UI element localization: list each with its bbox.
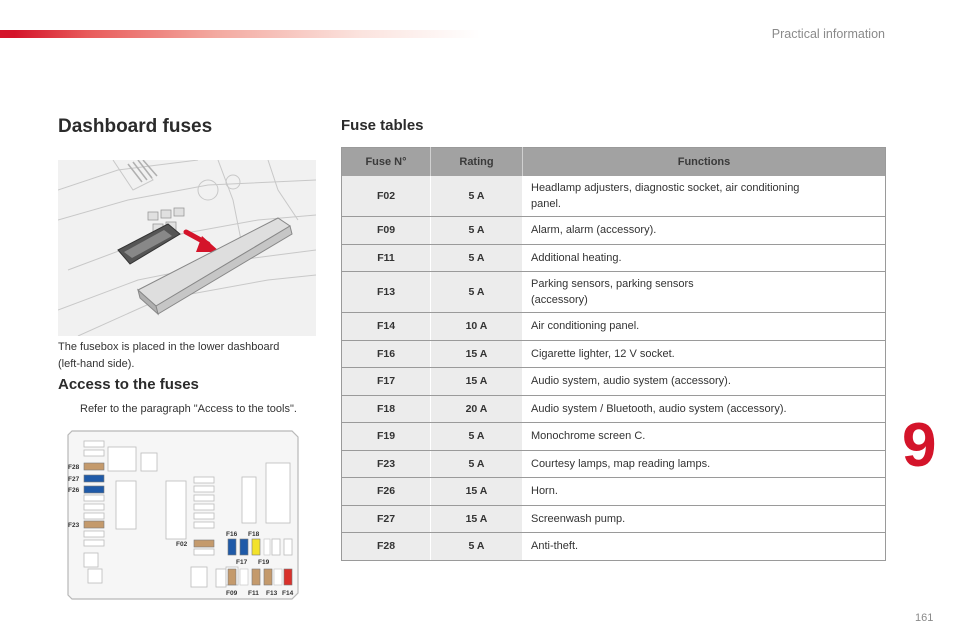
chapter-number: 9 <box>902 411 937 480</box>
fuse-rating: 5 A <box>431 244 523 272</box>
fuse-id: F23 <box>342 450 431 478</box>
fuse-id: F28 <box>342 533 431 561</box>
label-f19: F19 <box>258 559 270 566</box>
label-f14: F14 <box>282 590 294 597</box>
table-row <box>342 272 886 313</box>
fuse-rating: 5 A <box>431 450 523 478</box>
fuse-function <box>523 272 886 313</box>
fuse-id: F13 <box>342 272 431 313</box>
table-row <box>342 340 886 368</box>
fuse-id: F17 <box>342 368 431 396</box>
fusebox-layout-icon <box>66 429 306 601</box>
function-line-1: Parking sensors, parking sensors <box>531 278 694 290</box>
label-f26: F26 <box>68 487 80 494</box>
table-row <box>342 478 886 506</box>
fuse-rating: 5 A <box>431 176 523 217</box>
table-row <box>342 217 886 245</box>
header-fuse-number: Fuse N° <box>342 148 431 176</box>
label-f18: F18 <box>248 531 260 538</box>
header-rating: Rating <box>431 148 523 176</box>
fuse-rating: 5 A <box>431 217 523 245</box>
function-line-2: (accessory) <box>531 294 588 306</box>
label-f17: F17 <box>236 559 248 566</box>
fuse-function <box>523 176 886 217</box>
function-line-2: panel. <box>531 197 561 210</box>
header-functions: Functions <box>523 148 886 176</box>
fuse-id: F11 <box>342 244 431 272</box>
fuse-id: F09 <box>342 217 431 245</box>
fuse-rating: 15 A <box>431 368 523 396</box>
table-row <box>342 505 886 533</box>
table-row <box>342 423 886 451</box>
label-f28: F28 <box>68 464 80 471</box>
intro-line-2: (left-hand side). <box>58 358 135 370</box>
access-instruction <box>58 403 297 415</box>
table-row <box>342 176 886 217</box>
fuse-rating: 15 A <box>431 505 523 533</box>
fuse-function: Anti-theft. <box>523 533 886 561</box>
fuse-function: Monochrome screen C. <box>523 423 886 451</box>
label-f13: F13 <box>266 590 278 597</box>
section-label: Practical information <box>771 27 885 41</box>
fuse-id: F26 <box>342 478 431 506</box>
fuse-function: Cigarette lighter, 12 V socket. <box>523 340 886 368</box>
fuse-rating: 5 A <box>431 423 523 451</box>
label-f16: F16 <box>226 531 238 538</box>
fuse-rating: 20 A <box>431 395 523 423</box>
fuse-table <box>341 147 886 561</box>
fuse-function: Audio system, audio system (accessory). <box>523 368 886 396</box>
fuse-id: F27 <box>342 505 431 533</box>
fuse-tables-heading: Fuse tables <box>341 117 424 134</box>
table-row <box>342 313 886 341</box>
fuse-id: F02 <box>342 176 431 217</box>
label-f23: F23 <box>68 522 80 529</box>
fuse-function: Air conditioning panel. <box>523 313 886 341</box>
fuse-function: Audio system / Bluetooth, audio system (accessory). <box>523 395 886 423</box>
table-header-row <box>342 148 886 176</box>
function-line-1: Headlamp adjusters, diagnostic socket, air conditioning <box>531 181 800 194</box>
table-row <box>342 244 886 272</box>
table-row <box>342 368 886 396</box>
intro-line-1: The fusebox is placed in the lower dashboard <box>58 341 280 353</box>
fuse-function: Additional heating. <box>523 244 886 272</box>
fuse-rating: 5 A <box>431 272 523 313</box>
fuse-rating: 15 A <box>431 478 523 506</box>
label-f11: F11 <box>248 590 259 597</box>
fuse-function: Horn. <box>523 478 886 506</box>
fusebox-location-text <box>58 339 320 373</box>
fuse-id: F14 <box>342 313 431 341</box>
access-instruction-text: Refer to the paragraph "Access to the tools". <box>80 403 297 415</box>
dashboard-photo-icon <box>58 160 316 336</box>
fuse-function: Screenwash pump. <box>523 505 886 533</box>
header-color-bar <box>0 30 480 38</box>
fusebox-location-illustration <box>58 160 316 336</box>
label-f09: F09 <box>226 590 238 597</box>
table-row <box>342 395 886 423</box>
label-f02: F02 <box>176 541 188 548</box>
fuse-id: F18 <box>342 395 431 423</box>
page-number: 161 <box>915 612 934 624</box>
fuse-id: F16 <box>342 340 431 368</box>
label-f27: F27 <box>68 476 80 483</box>
access-heading: Access to the fuses <box>58 376 199 393</box>
fuse-rating: 10 A <box>431 313 523 341</box>
fuse-function: Courtesy lamps, map reading lamps. <box>523 450 886 478</box>
fuse-rating: 5 A <box>431 533 523 561</box>
page-title: Dashboard fuses <box>58 116 213 137</box>
fusebox-diagram <box>66 429 306 601</box>
table-row <box>342 450 886 478</box>
fuse-id: F19 <box>342 423 431 451</box>
table-row <box>342 533 886 561</box>
fuse-rating: 15 A <box>431 340 523 368</box>
fuse-function: Alarm, alarm (accessory). <box>523 217 886 245</box>
